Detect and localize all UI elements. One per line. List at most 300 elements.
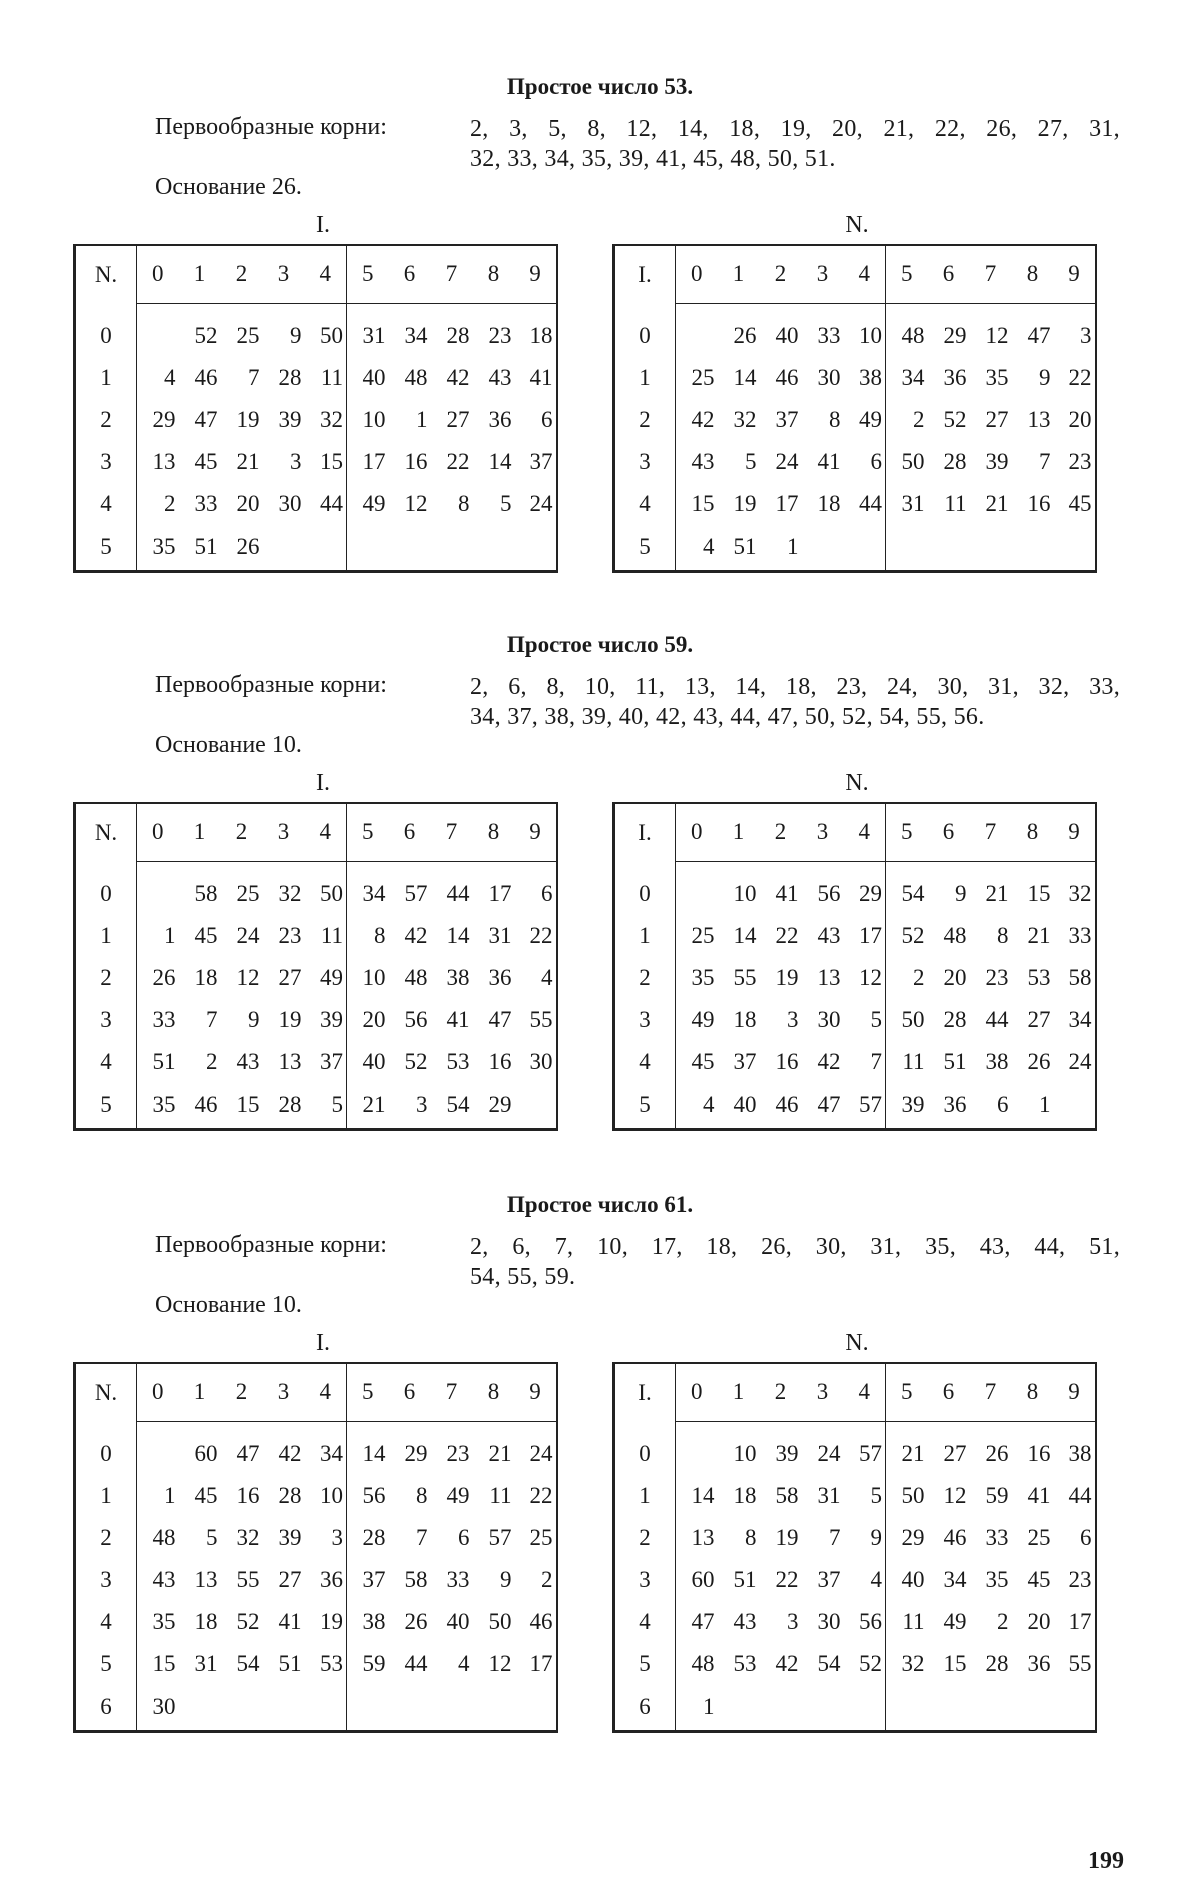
column-digit-header: 9 (529, 261, 541, 287)
row-tens-label: 2 (614, 399, 676, 441)
table-cell: 2 (206, 1049, 218, 1074)
table-cell: 13 (691, 1525, 715, 1550)
table-cell: 5 (844, 1475, 886, 1517)
table-cell (137, 315, 179, 357)
table-cell: 4 (844, 1559, 886, 1601)
table-cell: 19 (733, 491, 757, 516)
table-row (614, 1685, 1096, 1731)
table-cell: 22 (775, 923, 799, 948)
table-cell (347, 525, 389, 571)
table-cell: 32 (1068, 881, 1092, 906)
section-title: Простое число 61. (506, 1192, 694, 1217)
row-tens-label: 2 (614, 957, 676, 999)
table-cell: 27 (278, 965, 302, 990)
table-cell: 33 (152, 1007, 176, 1032)
left-table-heading: I. (316, 212, 330, 238)
row-tens-label: 4 (75, 1041, 137, 1083)
table-cell: 37 (733, 1049, 757, 1074)
column-digit-header: 6 (403, 819, 416, 845)
table-cell (431, 525, 473, 571)
table-cell: 56 (362, 1483, 386, 1508)
table-cell: 50 (901, 1007, 925, 1032)
table-cell: 43 (236, 1049, 260, 1074)
header-rule-cell (676, 303, 718, 315)
table-cell (886, 525, 928, 571)
table-cell: 17 (1068, 1609, 1092, 1634)
table-cell (928, 525, 970, 571)
left-log-table (73, 244, 558, 573)
table-cell (1054, 1083, 1096, 1129)
table-cell: 49 (844, 399, 886, 441)
table-cell: 33 (446, 1567, 470, 1592)
table-cell: 19 (775, 1525, 799, 1550)
table-cell: 26 (152, 965, 176, 990)
table-cell: 9 (248, 1007, 260, 1032)
table-cell: 31 (488, 923, 512, 948)
table-cell: 8 (458, 491, 470, 516)
header-rule-cell (431, 1421, 473, 1433)
table-cell: 12 (943, 1483, 967, 1508)
column-digit-header: 6 (942, 819, 955, 845)
primitive-roots-line: 54, 55, 59. (470, 1264, 576, 1290)
table-cell: 1 (1039, 1092, 1051, 1118)
table-cell: 11 (489, 1483, 512, 1508)
table-cell: 58 (194, 881, 218, 906)
header-rule (614, 303, 1096, 315)
table-cell: 13 (278, 1049, 302, 1074)
table-cell: 15 (943, 1651, 967, 1676)
primitive-roots-label: Первообразные корни: (155, 672, 387, 698)
header-rule-cell (137, 303, 179, 315)
table-cell: 46 (529, 1609, 553, 1634)
table-row (614, 483, 1096, 525)
table-cell: 45 (194, 449, 218, 474)
table-cell: 32 (733, 407, 757, 432)
table-cell: 48 (691, 1651, 715, 1676)
table-cell: 29 (404, 1441, 428, 1466)
table-cell: 56 (844, 1601, 886, 1643)
table-cell: 36 (488, 965, 512, 990)
table-cell: 41 (775, 881, 799, 906)
left-log-table (73, 1362, 558, 1733)
corner-label: N. (75, 245, 137, 303)
table-row (614, 315, 1096, 357)
table-cell: 18 (733, 1483, 757, 1508)
table-cell: 27 (446, 407, 470, 432)
table-cell: 52 (844, 1643, 886, 1685)
table-cell: 53 (446, 1049, 470, 1074)
column-digit-header: 4 (844, 803, 886, 861)
table-cell: 23 (985, 965, 1009, 990)
table-cell: 13 (194, 1567, 218, 1592)
table-cell: 20 (1068, 407, 1092, 432)
table-cell: 35 (985, 365, 1009, 390)
table-cell: 58 (775, 1483, 799, 1508)
column-digit-header: 2 (235, 1379, 248, 1405)
header-rule-cell (75, 861, 137, 873)
row-tens-label: 4 (75, 483, 137, 525)
table-cell: 14 (446, 923, 470, 948)
table-cell: 48 (152, 1525, 176, 1550)
table-cell: 21 (985, 881, 1009, 906)
table-cell: 43 (733, 1609, 757, 1634)
header-rule-cell (614, 1421, 676, 1433)
table-cell (802, 1685, 844, 1731)
column-digit-header: 7 (445, 261, 458, 287)
table-cell: 14 (488, 449, 512, 474)
table-cell: 9 (955, 881, 967, 906)
table-cell: 16 (1027, 491, 1051, 516)
table-cell: 13 (152, 449, 176, 474)
header-rule-cell (389, 1421, 431, 1433)
table-cell: 47 (691, 1609, 715, 1634)
table-cell: 18 (194, 965, 218, 990)
table-cell: 29 (943, 323, 967, 348)
column-digit-header: 7 (984, 819, 997, 845)
table-header-row (614, 245, 1096, 303)
table-cell (473, 525, 515, 571)
row-tens-label: 3 (75, 999, 137, 1041)
table-cell: 10 (362, 965, 386, 990)
table-cell: 3 (787, 1007, 799, 1032)
row-tens-label: 4 (614, 1041, 676, 1083)
table-cell: 32 (236, 1525, 260, 1550)
table-cell: 31 (901, 491, 925, 516)
primitive-roots-list (470, 1232, 1120, 1292)
table-cell: 36 (488, 407, 512, 432)
column-digit-header: 7 (984, 261, 997, 287)
table-cell (137, 1433, 179, 1475)
table-cell (928, 1685, 970, 1731)
table-cell: 7 (206, 1007, 218, 1032)
column-digit-header: 4 (305, 803, 347, 861)
table-cell: 22 (1068, 365, 1092, 390)
table-row (614, 1643, 1096, 1685)
table-cell: 15 (236, 1092, 260, 1118)
header-rule-cell (347, 303, 389, 315)
table-cell: 44 (1068, 1483, 1092, 1508)
header-rule-cell (137, 861, 179, 873)
header-rule-cell (75, 1421, 137, 1433)
table-cell: 26 (985, 1441, 1009, 1466)
row-tens-label: 1 (614, 915, 676, 957)
table-cell (431, 1685, 473, 1731)
table-cell: 38 (844, 357, 886, 399)
column-digit-header: 3 (277, 819, 290, 845)
table-cell: 25 (691, 923, 715, 948)
header-rule-cell (179, 1421, 221, 1433)
table-cell (844, 1685, 886, 1731)
table-cell: 37 (775, 407, 799, 432)
row-tens-label: 4 (614, 483, 676, 525)
table-cell: 29 (901, 1525, 925, 1550)
column-digit-header: 2 (774, 819, 787, 845)
table-header-row (614, 1363, 1096, 1421)
table-cell: 47 (817, 1092, 841, 1118)
table-cell: 51 (194, 534, 218, 560)
row-tens-label: 5 (75, 525, 137, 571)
table-cell: 5 (206, 1525, 218, 1550)
table-cell: 25 (1027, 1525, 1051, 1550)
table-cell: 37 (305, 1041, 347, 1083)
header-rule-cell (305, 303, 347, 315)
table-cell: 51 (733, 534, 757, 560)
table-row (75, 1517, 557, 1559)
column-digit-header: 4 (305, 1363, 347, 1421)
table-cell (844, 525, 886, 571)
table-cell: 23 (278, 923, 302, 948)
header-rule-cell (305, 861, 347, 873)
table-row (614, 399, 1096, 441)
table-cell: 25 (236, 323, 260, 348)
table-cell: 37 (362, 1567, 386, 1592)
table-cell: 48 (404, 365, 428, 390)
table-cell: 24 (1068, 1049, 1092, 1074)
table-header-row (75, 1363, 557, 1421)
row-tens-label: 0 (614, 873, 676, 915)
right-log-table (612, 802, 1097, 1131)
header-rule-cell (802, 303, 844, 315)
column-digit-header: 1 (732, 819, 745, 845)
table-cell: 52 (943, 407, 967, 432)
table-cell: 34 (404, 323, 428, 348)
table-row (75, 483, 557, 525)
table-cell (305, 1685, 347, 1731)
primitive-roots-list (470, 114, 1120, 174)
table-cell: 33 (985, 1525, 1009, 1550)
table-row (75, 1433, 557, 1475)
table-header-row (75, 803, 557, 861)
right-log-table (612, 244, 1097, 573)
table-cell: 17 (362, 449, 386, 474)
table-cell: 9 (500, 1567, 512, 1592)
row-tens-label: 2 (75, 399, 137, 441)
table-cell: 40 (901, 1567, 925, 1592)
table-cell: 28 (278, 365, 302, 390)
table-cell: 17 (775, 491, 799, 516)
column-digit-header: 5 (901, 819, 913, 845)
table-cell: 39 (901, 1092, 925, 1118)
header-rule-cell (263, 1421, 305, 1433)
header-rule-cell (886, 1421, 928, 1433)
column-digit-header: 0 (691, 819, 703, 845)
table-cell: 55 (236, 1567, 260, 1592)
table-cell: 7 (416, 1525, 428, 1550)
table-cell: 25 (529, 1525, 553, 1550)
table-cell: 22 (529, 923, 553, 948)
table-cell: 57 (844, 1083, 886, 1129)
table-cell: 6 (1080, 1525, 1092, 1550)
table-cell: 39 (278, 1525, 302, 1550)
table-cell: 25 (691, 365, 715, 390)
header-rule-cell (431, 861, 473, 873)
table-row (614, 1517, 1096, 1559)
table-cell: 3 (416, 1092, 428, 1118)
table-cell: 40 (733, 1092, 757, 1118)
row-tens-label: 0 (614, 315, 676, 357)
table-cell: 12 (844, 957, 886, 999)
primitive-roots-line: 2, 3, 5, 8, 12, 14, 18, 19, 20, 21, 22, 26, 27, 31, (470, 116, 1120, 142)
right-table-heading: N. (845, 1330, 869, 1356)
table-cell (347, 1685, 389, 1731)
table-row (614, 1083, 1096, 1129)
table-cell: 12 (236, 965, 260, 990)
table-cell: 42 (446, 365, 470, 390)
table-cell (760, 1685, 802, 1731)
table-cell: 25 (236, 881, 260, 906)
table-cell: 4 (541, 965, 553, 990)
table-cell: 23 (446, 1441, 470, 1466)
table-cell: 49 (691, 1007, 715, 1032)
header-rule-cell (221, 861, 263, 873)
table-cell: 7 (1039, 449, 1051, 474)
table-row (75, 1041, 557, 1083)
column-digit-header: 9 (529, 819, 541, 845)
table-cell: 11 (305, 357, 347, 399)
table-cell: 44 (404, 1651, 428, 1676)
header-rule-cell (1012, 1421, 1054, 1433)
table-row (75, 315, 557, 357)
header-rule-cell (928, 861, 970, 873)
table-cell: 4 (703, 534, 715, 560)
table-cell: 11 (944, 491, 967, 516)
table-cell: 59 (362, 1651, 386, 1676)
table-cell: 26 (236, 534, 260, 560)
table-cell: 14 (733, 923, 757, 948)
table-cell: 24 (236, 923, 260, 948)
table-cell: 53 (733, 1651, 757, 1676)
table-cell: 34 (362, 881, 386, 906)
table-cell: 8 (829, 407, 841, 432)
table-cell: 55 (733, 965, 757, 990)
table-cell: 52 (901, 923, 925, 948)
column-digit-header: 7 (445, 1379, 458, 1405)
column-digit-header: 6 (942, 1379, 955, 1405)
table-cell (676, 315, 718, 357)
table-cell: 44 (446, 881, 470, 906)
section-title: Простое число 59. (506, 632, 694, 657)
table-row (75, 1643, 557, 1685)
table-cell (886, 1685, 928, 1731)
table-row (614, 999, 1096, 1041)
header-rule-cell (760, 861, 802, 873)
table-cell: 43 (488, 365, 512, 390)
table-cell: 58 (1068, 965, 1092, 990)
corner-label: N. (75, 1363, 137, 1421)
table-cell: 48 (404, 965, 428, 990)
table-row (75, 399, 557, 441)
table-cell: 42 (775, 1651, 799, 1676)
table-cell: 14 (733, 365, 757, 390)
table-cell: 32 (901, 1651, 925, 1676)
table-cell: 46 (775, 1092, 799, 1118)
table-cell: 28 (985, 1651, 1009, 1676)
column-digit-header: 2 (774, 261, 787, 287)
header-rule-cell (515, 303, 557, 315)
header-rule-cell (263, 303, 305, 315)
header-rule-cell (137, 1421, 179, 1433)
table-row (614, 873, 1096, 915)
header-rule-cell (970, 303, 1012, 315)
header-rule-cell (844, 1421, 886, 1433)
header-rule-cell (928, 303, 970, 315)
table-row (614, 1601, 1096, 1643)
table-cell: 48 (901, 323, 925, 348)
column-digit-header: 4 (305, 245, 347, 303)
table-cell: 26 (1027, 1049, 1051, 1074)
table-cell: 34 (901, 365, 925, 390)
column-digit-header: 0 (152, 261, 164, 287)
table-cell: 35 (985, 1567, 1009, 1592)
table-cell: 6 (541, 881, 553, 906)
header-rule-cell (1012, 861, 1054, 873)
table-cell: 14 (362, 1441, 386, 1466)
row-tens-label: 3 (75, 441, 137, 483)
table-cell: 54 (446, 1092, 470, 1118)
table-cell: 36 (943, 1092, 967, 1118)
table-cell: 39 (775, 1441, 799, 1466)
table-row (75, 873, 557, 915)
table-cell (221, 1685, 263, 1731)
table-cell: 8 (997, 923, 1009, 948)
table-cell: 28 (278, 1483, 302, 1508)
table-cell: 58 (404, 1567, 428, 1592)
column-digit-header: 5 (901, 1379, 913, 1405)
table-cell: 20 (943, 965, 967, 990)
column-digit-header: 5 (362, 261, 374, 287)
table-cell: 57 (404, 881, 428, 906)
table-cell: 24 (775, 449, 799, 474)
column-digit-header: 6 (942, 261, 955, 287)
table-cell: 34 (943, 1567, 967, 1592)
table-cell (389, 525, 431, 571)
table-cell: 2 (541, 1567, 553, 1592)
table-cell: 28 (278, 1092, 302, 1118)
table-cell: 45 (194, 1483, 218, 1508)
table-cell: 46 (943, 1525, 967, 1550)
table-cell: 18 (194, 1609, 218, 1634)
table-row (75, 999, 557, 1041)
row-tens-label: 1 (614, 357, 676, 399)
table-cell: 22 (775, 1567, 799, 1592)
table-cell (515, 1685, 557, 1731)
table-cell: 52 (194, 323, 218, 348)
table-row (614, 957, 1096, 999)
table-cell: 47 (1027, 323, 1051, 348)
header-rule-cell (1054, 861, 1096, 873)
table-cell: 31 (817, 1483, 841, 1508)
header-rule-cell (389, 861, 431, 873)
left-table-heading: I. (316, 770, 330, 796)
table-cell: 51 (733, 1567, 757, 1592)
table-cell: 12 (488, 1651, 512, 1676)
table-cell: 54 (817, 1651, 841, 1676)
table-cell: 49 (446, 1483, 470, 1508)
table-header-row (614, 803, 1096, 861)
table-cell: 45 (691, 1049, 715, 1074)
table-cell: 16 (488, 1049, 512, 1074)
table-cell (515, 525, 557, 571)
table-cell: 51 (152, 1049, 176, 1074)
table-header-row (75, 245, 557, 303)
table-cell (718, 1685, 760, 1731)
table-cell: 27 (985, 407, 1009, 432)
column-digit-header: 0 (691, 261, 703, 287)
column-digit-header: 8 (487, 819, 500, 845)
table-cell: 19 (305, 1601, 347, 1643)
table-cell: 11 (305, 915, 347, 957)
table-cell: 50 (305, 315, 347, 357)
